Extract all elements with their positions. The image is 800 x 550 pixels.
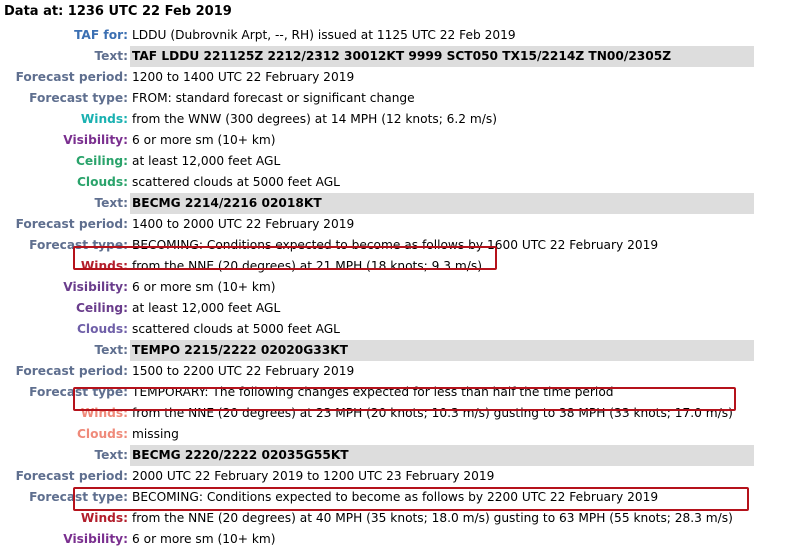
value-taf-text: TEMPO 2215/2222 02020G33KT bbox=[130, 340, 754, 361]
value-ceiling: at least 12,000 feet AGL bbox=[132, 301, 281, 315]
value-clouds: scattered clouds at 5000 feet AGL bbox=[132, 175, 340, 189]
label-text: Text: bbox=[94, 196, 128, 210]
value-taf-text: TAF LDDU 221125Z 2212/2312 30012KT 9999 SCT050 TX15/2214Z TN00/2305Z bbox=[130, 46, 754, 67]
label-taf-for: TAF for: bbox=[74, 28, 128, 42]
value-forecast-type: TEMPORARY: The following changes expected for less than half the time period bbox=[132, 385, 614, 399]
label-forecast-period: Forecast period: bbox=[15, 364, 128, 378]
value-taf-text: BECMG 2220/2222 02035G55KT bbox=[130, 445, 754, 466]
row-clouds-3 bbox=[0, 424, 800, 445]
label-ceiling: Ceiling: bbox=[75, 301, 128, 315]
label-clouds: Clouds: bbox=[76, 427, 128, 441]
row-ceiling-2 bbox=[0, 298, 800, 319]
value-clouds: scattered clouds at 5000 feet AGL bbox=[132, 322, 340, 336]
label-winds: Winds: bbox=[80, 112, 128, 126]
row-taf-for bbox=[0, 25, 800, 46]
value-forecast-period: 2000 UTC 22 February 2019 to 1200 UTC 23 February 2019 bbox=[132, 469, 495, 483]
row-visibility-1 bbox=[0, 130, 800, 151]
row-forecast-period-4 bbox=[0, 466, 800, 487]
label-forecast-type: Forecast type: bbox=[29, 385, 128, 399]
value-forecast-type: FROM: standard forecast or significant change bbox=[132, 91, 415, 105]
row-visibility-2 bbox=[0, 277, 800, 298]
row-forecast-period-3 bbox=[0, 361, 800, 382]
value-forecast-period: 1400 to 2000 UTC 22 February 2019 bbox=[132, 217, 355, 231]
value-forecast-period: 1500 to 2200 UTC 22 February 2019 bbox=[132, 364, 355, 378]
value-forecast-period: 1200 to 1400 UTC 22 February 2019 bbox=[132, 70, 355, 84]
label-forecast-type: Forecast type: bbox=[29, 91, 128, 105]
label-winds: Winds: bbox=[80, 259, 128, 273]
row-forecast-period-2 bbox=[0, 214, 800, 235]
label-winds: Winds: bbox=[80, 511, 128, 525]
value-winds: from the WNW (300 degrees) at 14 MPH (12 knots; 6.2 m/s) bbox=[132, 112, 498, 126]
value-visibility: 6 or more sm (10+ km) bbox=[132, 133, 276, 147]
highlight-box-winds-tempo bbox=[73, 387, 736, 411]
label-forecast-period: Forecast period: bbox=[15, 469, 128, 483]
row-text-2 bbox=[0, 193, 800, 214]
label-visibility: Visibility: bbox=[63, 133, 128, 147]
value-winds: from the NNE (20 degrees) at 40 MPH (35 knots; 18.0 m/s) gusting to 63 MPH (55 knots; 28.3 m/s) bbox=[132, 511, 733, 525]
value-visibility: 6 or more sm (10+ km) bbox=[132, 532, 276, 546]
row-visibility-4 bbox=[0, 529, 800, 550]
label-visibility: Visibility: bbox=[63, 532, 128, 546]
row-forecast-type-1 bbox=[0, 88, 800, 109]
row-text-4 bbox=[0, 445, 800, 466]
data-timestamp-header: Data at: 1236 UTC 22 Feb 2019 bbox=[4, 4, 232, 19]
value-forecast-type: BECOMING: Conditions expected to become as follows by 2200 UTC 22 February 2019 bbox=[132, 490, 659, 504]
label-winds: Winds: bbox=[80, 406, 128, 420]
row-clouds-2 bbox=[0, 319, 800, 340]
label-text: Text: bbox=[94, 448, 128, 462]
row-winds-1 bbox=[0, 109, 800, 130]
highlight-box-winds-becmg-2 bbox=[73, 487, 749, 511]
label-ceiling: Ceiling: bbox=[75, 154, 128, 168]
value-visibility: 6 or more sm (10+ km) bbox=[132, 280, 276, 294]
value-winds: from the NNE (20 degrees) at 21 MPH (18 knots; 9.3 m/s) bbox=[132, 259, 482, 273]
row-ceiling-1 bbox=[0, 151, 800, 172]
highlight-box-winds-becmg bbox=[73, 246, 497, 270]
row-forecast-period-1 bbox=[0, 67, 800, 88]
row-clouds-1 bbox=[0, 172, 800, 193]
value-taf-text: BECMG 2214/2216 02018KT bbox=[130, 193, 754, 214]
label-forecast-period: Forecast period: bbox=[15, 70, 128, 84]
label-visibility: Visibility: bbox=[63, 280, 128, 294]
row-winds-4 bbox=[0, 508, 800, 529]
value-forecast-type: BECOMING: Conditions expected to become as follows by 1600 UTC 22 February 2019 bbox=[132, 238, 659, 252]
label-clouds: Clouds: bbox=[76, 175, 128, 189]
label-text: Text: bbox=[94, 49, 128, 63]
value-clouds: missing bbox=[132, 427, 179, 441]
value-ceiling: at least 12,000 feet AGL bbox=[132, 154, 281, 168]
value-taf-for: LDDU (Dubrovnik Arpt, --, RH) issued at 1125 UTC 22 Feb 2019 bbox=[132, 28, 516, 42]
label-forecast-type: Forecast type: bbox=[29, 238, 128, 252]
label-forecast-type: Forecast type: bbox=[29, 490, 128, 504]
row-text-3 bbox=[0, 340, 800, 361]
label-clouds: Clouds: bbox=[76, 322, 128, 336]
value-winds: from the NNE (20 degrees) at 23 MPH (20 knots; 10.3 m/s) gusting to 38 MPH (33 knots; 17.0 m/s) bbox=[132, 406, 733, 420]
label-text: Text: bbox=[94, 343, 128, 357]
row-text-1 bbox=[0, 46, 800, 67]
label-forecast-period: Forecast period: bbox=[15, 217, 128, 231]
